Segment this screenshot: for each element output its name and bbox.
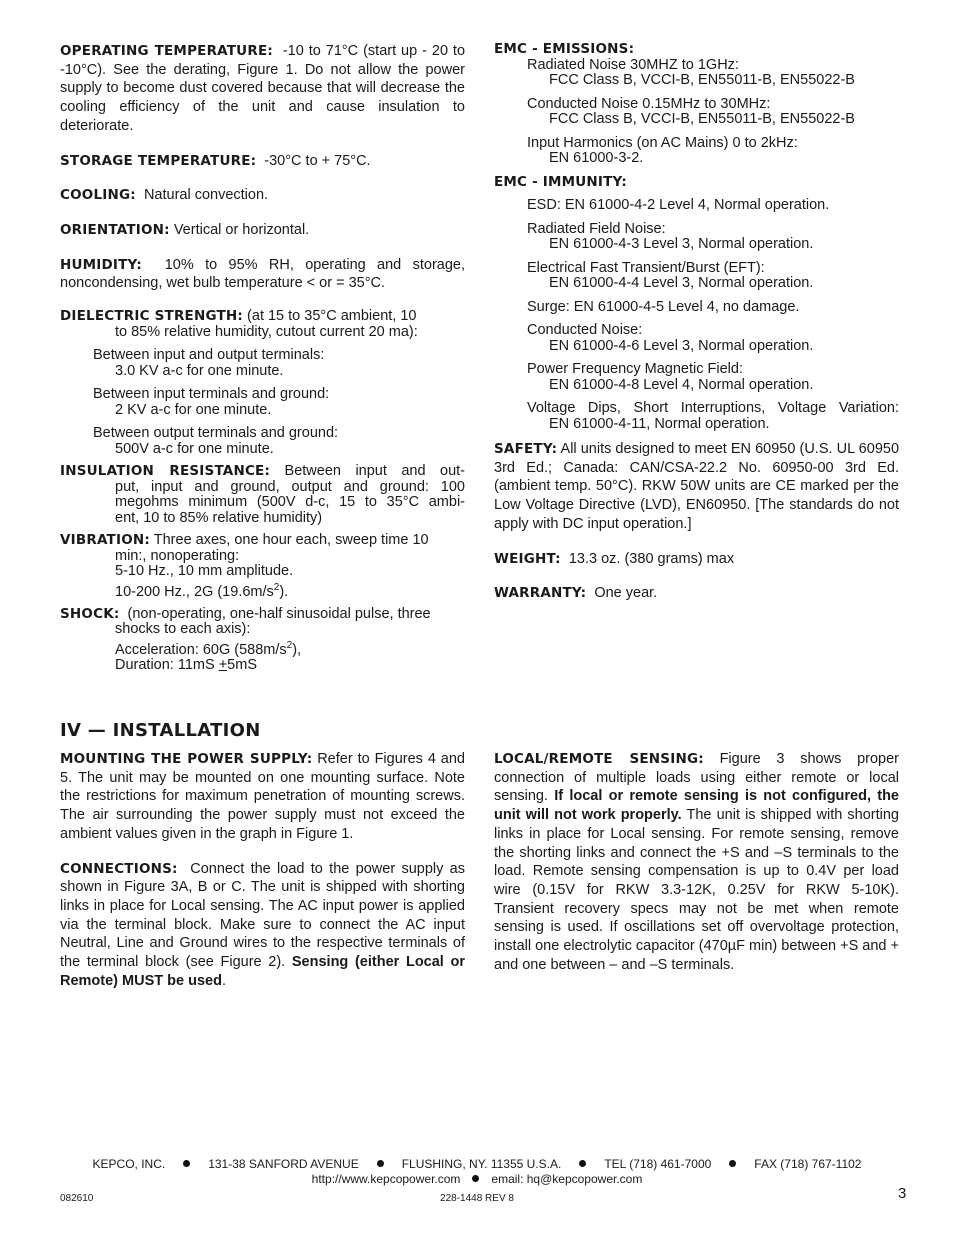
website-link[interactable]: http://www.kepcopower.com xyxy=(311,1172,461,1186)
orientation: ORIENTATION: Vertical or horizontal. xyxy=(60,221,310,238)
immunity-item: Electrical Fast Transient/Burst (EFT): EN 61000-4-4 Level 3, Normal operation. xyxy=(527,259,814,291)
immunity-item: Radiated Field Noise: EN 61000-4-3 Level 3, Normal operation. xyxy=(527,220,814,252)
vibration: VIBRATION: Three axes, one hour each, sweep time 10 min:, nonoperating: 5-10 Hz., 10 mm amplitude. 10-200 Hz., 2G $(19.6m/s^2)$. xyxy=(60,532,429,600)
humidity: HUMIDITY: 10% to 95% RH, operating and storage, noncondensing, wet bulb temperature < or = 35°C. xyxy=(60,256,465,292)
installation-right-column xyxy=(494,750,899,974)
cooling: COOLING: Natural convection. xyxy=(60,187,269,204)
bullet-icon xyxy=(729,1160,736,1167)
sensing-paragraph: LOCAL/REMOTE SENSING: Figure 3 shows proper connection of multiple loads using either remote or local sensing. If local or remote sensing is not configured, the unit will not work properly. The unit is shipped with shorting links in place for Local sensing. For remote sensing, remove the shorting links and connect the +S and –S terminals to the load. Remote sensing compensation is up to 0.4V per load wire (0.15V for RKW 3.3-12K, 0.25V for RKW 5-10K). Transient recovery specs may not be met when remote sensing is used. If oscillations set off overvoltage protection, install one electrolytic capacitor (470µF min) between +S and + and one between – and –S terminals. xyxy=(494,751,899,973)
connections-paragraph: CONNECTIONS: Connect the load to the power supply as shown in Figure 3A, B or C. The unit is shipped with shorting links in place for Local sensing. The AC input power is applied via the terminal block. Make sure to connect the AC input Neutral, Line and Ground wires to the respective terminals of the terminal block (see Figure 2). Sensing (either Local or Remote) MUST be used. xyxy=(60,860,466,989)
bullet-icon xyxy=(579,1160,586,1167)
emission-item: Input Harmonics (on AC Mains) 0 to 2kHz: EN 61000-3-2. xyxy=(527,134,798,166)
weight: WEIGHT: 13.3 oz. (380 grams) max xyxy=(494,550,735,567)
document-number: 228-1448 REV 8 xyxy=(440,1193,514,1204)
installation-left-column xyxy=(60,750,465,990)
emission-item: Radiated Noise 30MHZ to 1GHz: FCC Class B, VCCI-B, EN55011-B, EN55022-B xyxy=(527,56,855,88)
operating-temperature: OPERATING TEMPERATURE: -10 to 71°C (start up - 20 to -10°C). See the derating, Figure 1. Do not allow the power supply to become dust covered because that will decrease the cooling efficiency of the unit and cause insulation to deteriorate. xyxy=(60,43,466,134)
emc-immunity: EMC - IMMUNITY: ESD: EN 61000-4-2 Level 4, Normal operation. Radiated Field Noise: EN 61000-4-3 Level 3, Normal operation. Electrical Fast Transient/Burst (EFT): EN 61000-4-4 Level 3, Normal operation. Surge: EN 61000-4-5 Level 4, no damage. Conducted Noise: EN 61000-4-6 Level 3, Normal operation. Power Frequency Magnetic Field: EN 61000-4-8 Level 4, Normal operation. Voltage Dips, Short Interruptions, Voltage Variation: EN 61000-4-11, Normal operation. xyxy=(494,173,899,432)
immunity-item: Conducted Noise: EN 61000-4-6 Level 3, Normal operation. xyxy=(527,322,814,354)
shock: SHOCK: (non-operating, one-half sinusoidal pulse, three shocks to each axis): Acceleration: 60G $(588m/s^2)$, Duration: 11mS +5mS xyxy=(60,605,431,674)
bullet-icon xyxy=(183,1160,190,1167)
footer-address-line: KEPCO, INC. 131-38 SANFORD AVENUE FLUSHING, NY. 11355 U.S.A. TEL (718) 461-7000 FAX (718) 767-1102 xyxy=(92,1157,862,1171)
bullet-icon xyxy=(472,1175,479,1182)
dielectric-strength: DIELECTRIC STRENGTH: (at 15 to 35°C ambient, 10 to 85% relative humidity, cutout current 20 ma): Between input and output terminals: 3.0 KV a-c for one minute. Between input terminals and ground: 2 KV a-c for one minute. Between output terminals and ground: 500V a-c for one minute. xyxy=(60,309,465,457)
immunity-item: Voltage Dips, Short Interruptions, Voltage Variation: EN 61000-4-11, Normal operation. xyxy=(527,400,899,432)
emc-emissions: EMC - EMISSIONS: Radiated Noise 30MHZ to 1GHz: FCC Class B, VCCI-B, EN55011-B, EN55022-B Conducted Noise 0.15MHz to 30MHz: FCC Class B, VCCI-B, EN55011-B, EN55022-B Input Harmonics (on AC Mains) 0 to 2kHz: EN 61000-3-2. xyxy=(494,42,899,167)
bullet-icon xyxy=(377,1160,384,1167)
warranty: WARRANTY: One year. xyxy=(494,585,658,602)
section-title: IV — INSTALLATION xyxy=(60,720,261,741)
footer-contact-line xyxy=(0,1172,954,1187)
emission-item: Conducted Noise 0.15MHz to 30MHz: FCC Class B, VCCI-B, EN55011-B, EN55022-B xyxy=(527,95,855,127)
operating-temperature-label: OPERATING TEMPERATURE: xyxy=(60,43,273,59)
mounting-paragraph: MOUNTING THE POWER SUPPLY: Refer to Figures 4 and 5. The unit may be mounted on one mounting surface. Note the restrictions for maximum penetration of mounting screws. The air surrounding the power supply must not exceed the ambient values given in the graph in Figure 1. xyxy=(60,751,465,842)
dielectric-item: Between output terminals and ground: 500V a-c for one minute. xyxy=(93,425,339,457)
date-code: 082610 xyxy=(60,1193,94,1204)
safety: SAFETY: All units designed to meet EN 60950 (U.S. UL 60950 3rd Ed.; Canada: CAN/CSA-22.2 No. 60950-00 3rd Ed. (ambient temp. 50°C). RKW 50W units are CE marked per the Low Voltage Directive (LVD), EN60950. [The standards do not apply with DC input operation.] xyxy=(494,441,900,532)
dielectric-item: Between input and output terminals: 3.0 KV a-c for one minute. xyxy=(93,347,325,379)
storage-temperature: STORAGE TEMPERATURE: -30°C to + 75°C. xyxy=(60,152,371,169)
immunity-item: Power Frequency Magnetic Field: EN 61000-4-8 Level 4, Normal operation. xyxy=(527,361,814,393)
email-link[interactable]: email: hq@kepcopower.com xyxy=(491,1172,643,1186)
page-number: 3 xyxy=(898,1185,907,1202)
right-spec-column xyxy=(494,42,899,603)
dielectric-item: Between input terminals and ground: 2 KV a-c for one minute. xyxy=(93,386,330,418)
insulation-resistance: INSULATION RESISTANCE: Between input and out- put, input and ground, output and ground: 100 megohms minimum (500V d-c, 15 to 35°C ambi- ent, 10 to 85% relative humidity) xyxy=(60,463,465,526)
left-spec-column xyxy=(60,42,465,674)
